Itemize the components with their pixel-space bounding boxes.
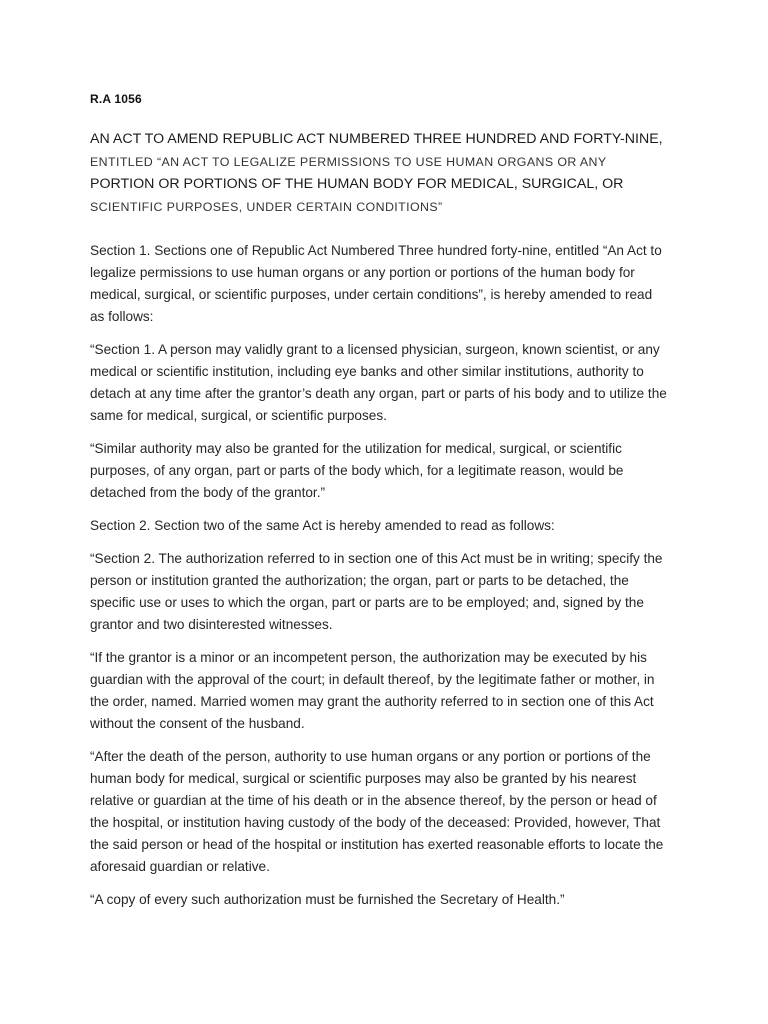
paragraph-line: Section 1. Sections one of Republic Act Numbered Three hundred forty-nine, entitled “An Act to <box>90 243 662 258</box>
paragraph <box>90 438 690 504</box>
paragraph <box>90 647 690 735</box>
paragraph-line: aforesaid guardian or relative. <box>90 859 270 874</box>
paragraph-line: detach at any time after the grantor’s death any organ, part or parts of his body and to utilize the <box>90 386 667 401</box>
document-title <box>90 128 690 218</box>
paragraph <box>90 515 690 537</box>
paragraph-line: specific use or uses to which the organ, part or parts are to be employed; and, signed by the <box>90 595 644 610</box>
title-line: ENTITLED “AN ACT TO LEGALIZE PERMISSIONS TO USE HUMAN ORGANS OR ANY <box>90 154 607 169</box>
paragraph-line: legalize permissions to use human organs or any portion or portions of the human body for <box>90 265 635 280</box>
paragraph-line: same for medical, surgical, or scientific purposes. <box>90 408 387 423</box>
title-line: AN ACT TO AMEND REPUBLIC ACT NUMBERED THREE HUNDRED AND FORTY-NINE, <box>90 131 663 147</box>
paragraph-line: relative or guardian at the time of his death or in the absence thereof, by the person or head of <box>90 793 657 808</box>
paragraph <box>90 339 690 427</box>
paragraph-line: without the consent of the husband. <box>90 716 305 731</box>
paragraph-line: medical or scientific institution, including eye banks and other similar institutions, authority to <box>90 364 644 379</box>
document-page <box>90 92 690 922</box>
paragraph-line: “Section 2. The authorization referred to in section one of this Act must be in writing; specify the <box>90 551 663 566</box>
paragraph-line: the said person or head of the hospital or institution has exerted reasonable efforts to locate the <box>90 837 664 852</box>
paragraph-line: “Similar authority may also be granted for the utilization for medical, surgical, or scientific <box>90 441 622 456</box>
paragraph <box>90 548 690 636</box>
document-body <box>90 240 690 911</box>
title-line: SCIENTIFIC PURPOSES, UNDER CERTAIN CONDITIONS” <box>90 199 443 214</box>
paragraph <box>90 746 690 878</box>
paragraph-line: guardian with the approval of the court; in default thereof, by the legitimate father or mother, in <box>90 672 655 687</box>
paragraph-line: purposes, of any organ, part or parts of the body which, for a legitimate reason, would be <box>90 463 624 478</box>
paragraph-line: “Section 1. A person may validly grant to a licensed physician, surgeon, known scientist, or any <box>90 342 660 357</box>
paragraph <box>90 240 690 328</box>
document-number: R.A 1056 <box>90 92 142 106</box>
paragraph-line: “A copy of every such authorization must be furnished the Secretary of Health.” <box>90 892 565 907</box>
title-line: PORTION OR PORTIONS OF THE HUMAN BODY FOR MEDICAL, SURGICAL, OR <box>90 176 624 192</box>
paragraph <box>90 889 690 911</box>
paragraph-line: “After the death of the person, authority to use human organs or any portion or portions of the <box>90 749 651 764</box>
paragraph-line: the hospital, or institution having custody of the body of the deceased: Provided, however, That <box>90 815 661 830</box>
paragraph-line: detached from the body of the grantor.” <box>90 485 326 500</box>
paragraph-line: “If the grantor is a minor or an incompetent person, the authorization may be executed by his <box>90 650 647 665</box>
paragraph-line: as follows: <box>90 309 154 324</box>
paragraph-line: the order, named. Married women may grant the authority referred to in section one of this Act <box>90 694 654 709</box>
paragraph-line: Section 2. Section two of the same Act is hereby amended to read as follows: <box>90 518 555 533</box>
paragraph-line: person or institution granted the authorization; the organ, part or parts to be detached, the <box>90 573 629 588</box>
paragraph-line: human body for medical, surgical or scientific purposes may also be granted by his nearest <box>90 771 637 786</box>
paragraph-line: medical, surgical, or scientific purposes, under certain conditions”, is hereby amended to read <box>90 287 653 302</box>
paragraph-line: grantor and two disinterested witnesses. <box>90 617 333 632</box>
